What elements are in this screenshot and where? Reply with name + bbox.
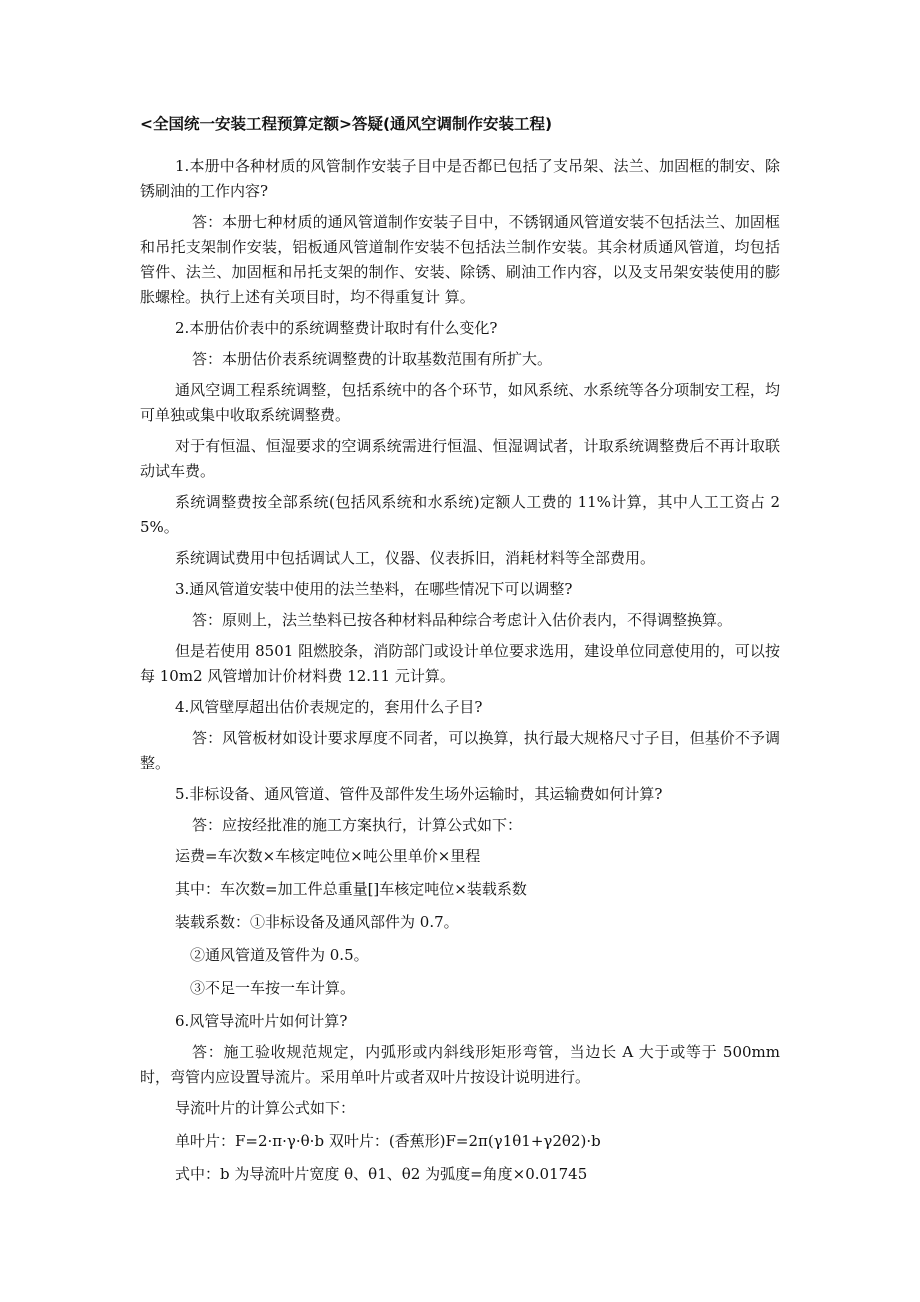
answer-2-detail-3: 系统调整费按全部系统(包括风系统和水系统)定额人工费的 11%计算，其中人工工资占 25%。: [140, 493, 780, 536]
formula-trips: 其中：车次数=加工件总重量[]车核定吨位×装载系数: [175, 880, 527, 898]
answer-2-detail-4: 系统调试费用中包括调试人工，仪器、仪表拆旧，消耗材料等全部费用。: [175, 549, 656, 567]
question-5: 5.非标设备、通风管道、管件及部件发生场外运输时，其运输费如何计算?: [175, 785, 663, 803]
answer-2: 答：本册估价表系统调整费的计取基数范围有所扩大。: [192, 350, 553, 368]
answer-4: 答：风管板材如设计要求厚度不同者，可以换算，执行最大规格尺寸子目，但基价不予调整。: [140, 729, 780, 772]
loading-factor-3: ③不足一车按一车计算。: [190, 979, 356, 997]
answer-2-detail-2: 对于有恒温、恒湿要求的空调系统需进行恒温、恒湿调试者，计取系统调整费后不再计取联动试车费。: [140, 437, 780, 480]
question-2: 2.本册估价表中的系统调整费计取时有什么变化?: [175, 319, 498, 337]
answer-2-detail-1: 通风空调工程系统调整，包括系统中的各个环节，如风系统、水系统等各分项制安工程，均可单独或集中收取系统调整费。: [140, 381, 780, 424]
formula-freight: 运费=车次数×车核定吨位×吨公里单价×里程: [175, 847, 481, 865]
formula-intro: 导流叶片的计算公式如下：: [175, 1099, 356, 1117]
document-title: <全国统一安装工程预算定额>答疑(通风空调制作安装工程): [140, 115, 553, 133]
answer-6: 答：施工验收规范规定，内弧形或内斜线形矩形弯管，当边长 A 大于或等于 500mm 时，弯管内应设置导流片。采用单叶片或者双叶片按设计说明进行。: [140, 1043, 780, 1086]
formula-vanes: 单叶片：F=2·π·γ·θ·b 双叶片：(香蕉形)F=2π(γ1θ1+γ2θ2)·b: [175, 1132, 601, 1150]
loading-factor-1: 装载系数：①非标设备及通风部件为 0.7。: [175, 913, 459, 931]
formula-legend: 式中：b 为导流叶片宽度 θ、θ1、θ2 为弧度=角度×0.01745: [175, 1165, 588, 1183]
document-body: [140, 154, 780, 1195]
question-6: 6.风管导流叶片如何计算?: [175, 1012, 348, 1030]
question-3: 3.通风管道安装中使用的法兰垫料，在哪些情况下可以调整?: [175, 580, 573, 598]
loading-factor-2: ②通风管道及管件为 0.5。: [190, 946, 369, 964]
answer-1: 答：本册七种材质的通风管道制作安装子目中，不锈钢通风管道安装不包括法兰、加固框和吊托支架制作安装，铝板通风管道制作安装不包括法兰制作安装。其余材质通风管道，均包括管件、法兰、加固框和吊托支架的制作、安装、除锈、刷油工作内容，以及支吊架安装使用的膨胀螺栓。执行上述有关项目时，均不得重复计 算。: [140, 213, 780, 306]
question-4: 4.风管壁厚超出估价表规定的，套用什么子目?: [175, 698, 483, 716]
question-1: 1.本册中各种材质的风管制作安装子目中是否都已包括了支吊架、法兰、加固框的制安、除锈刷油的工作内容?: [140, 157, 780, 200]
answer-3: 答：原则上，法兰垫料已按各种材料品种综合考虑计入估价表内，不得调整换算。: [192, 611, 733, 629]
answer-3-detail-1: 但是若使用 8501 阻燃胶条，消防部门或设计单位要求选用，建设单位同意使用的，可以按每 10m2 风管增加计价材料费 12.11 元计算。: [140, 642, 780, 685]
answer-5: 答：应按经批准的施工方案执行，计算公式如下：: [192, 816, 523, 834]
